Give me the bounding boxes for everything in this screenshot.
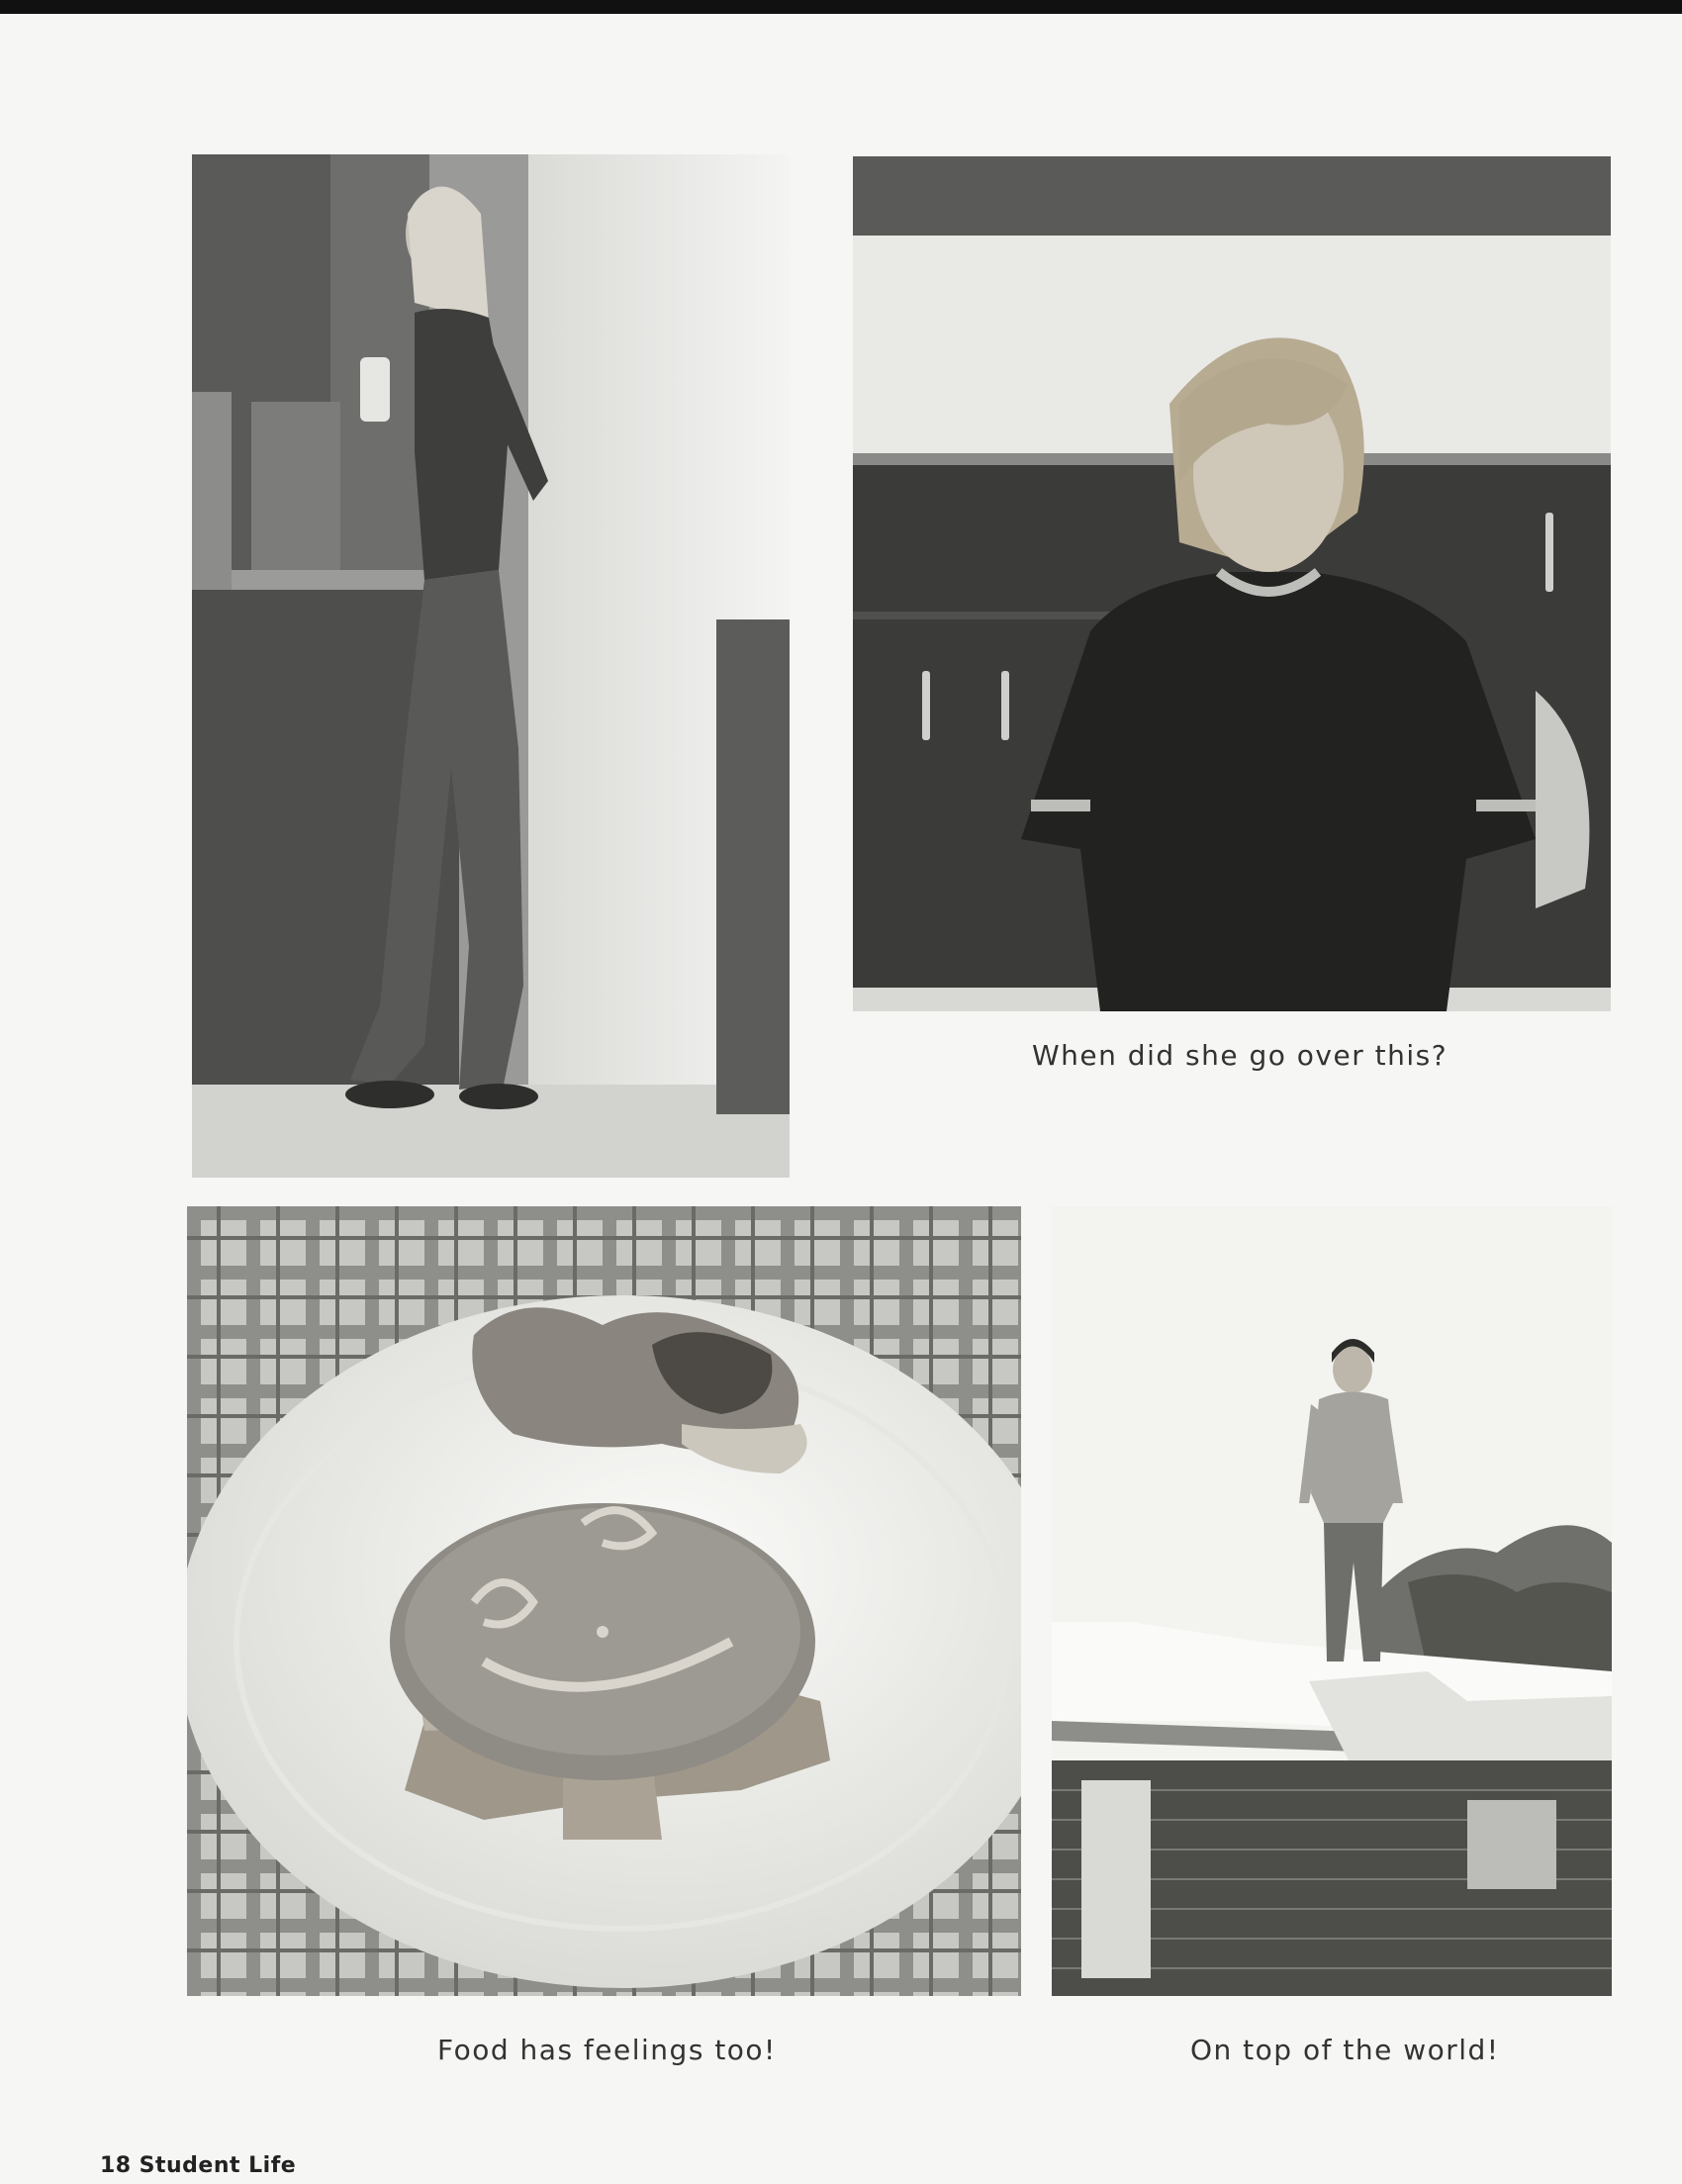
caption-food-photo: Food has feelings too! [437,2034,777,2066]
photo-smiley-sandwich [187,1206,1021,1996]
scan-border [0,0,1682,14]
caption-roof-photo: On top of the world! [1190,2034,1500,2066]
page-number: 18 [100,2153,132,2178]
section-name: Student Life [139,2153,297,2178]
photo-girl-with-can [192,154,790,1178]
photo-boy-in-tshirt [853,156,1611,1011]
caption-boy-photo: When did she go over this? [1032,1039,1448,1072]
page-footer [100,2153,296,2178]
photo-boy-on-roof [1052,1206,1612,1996]
